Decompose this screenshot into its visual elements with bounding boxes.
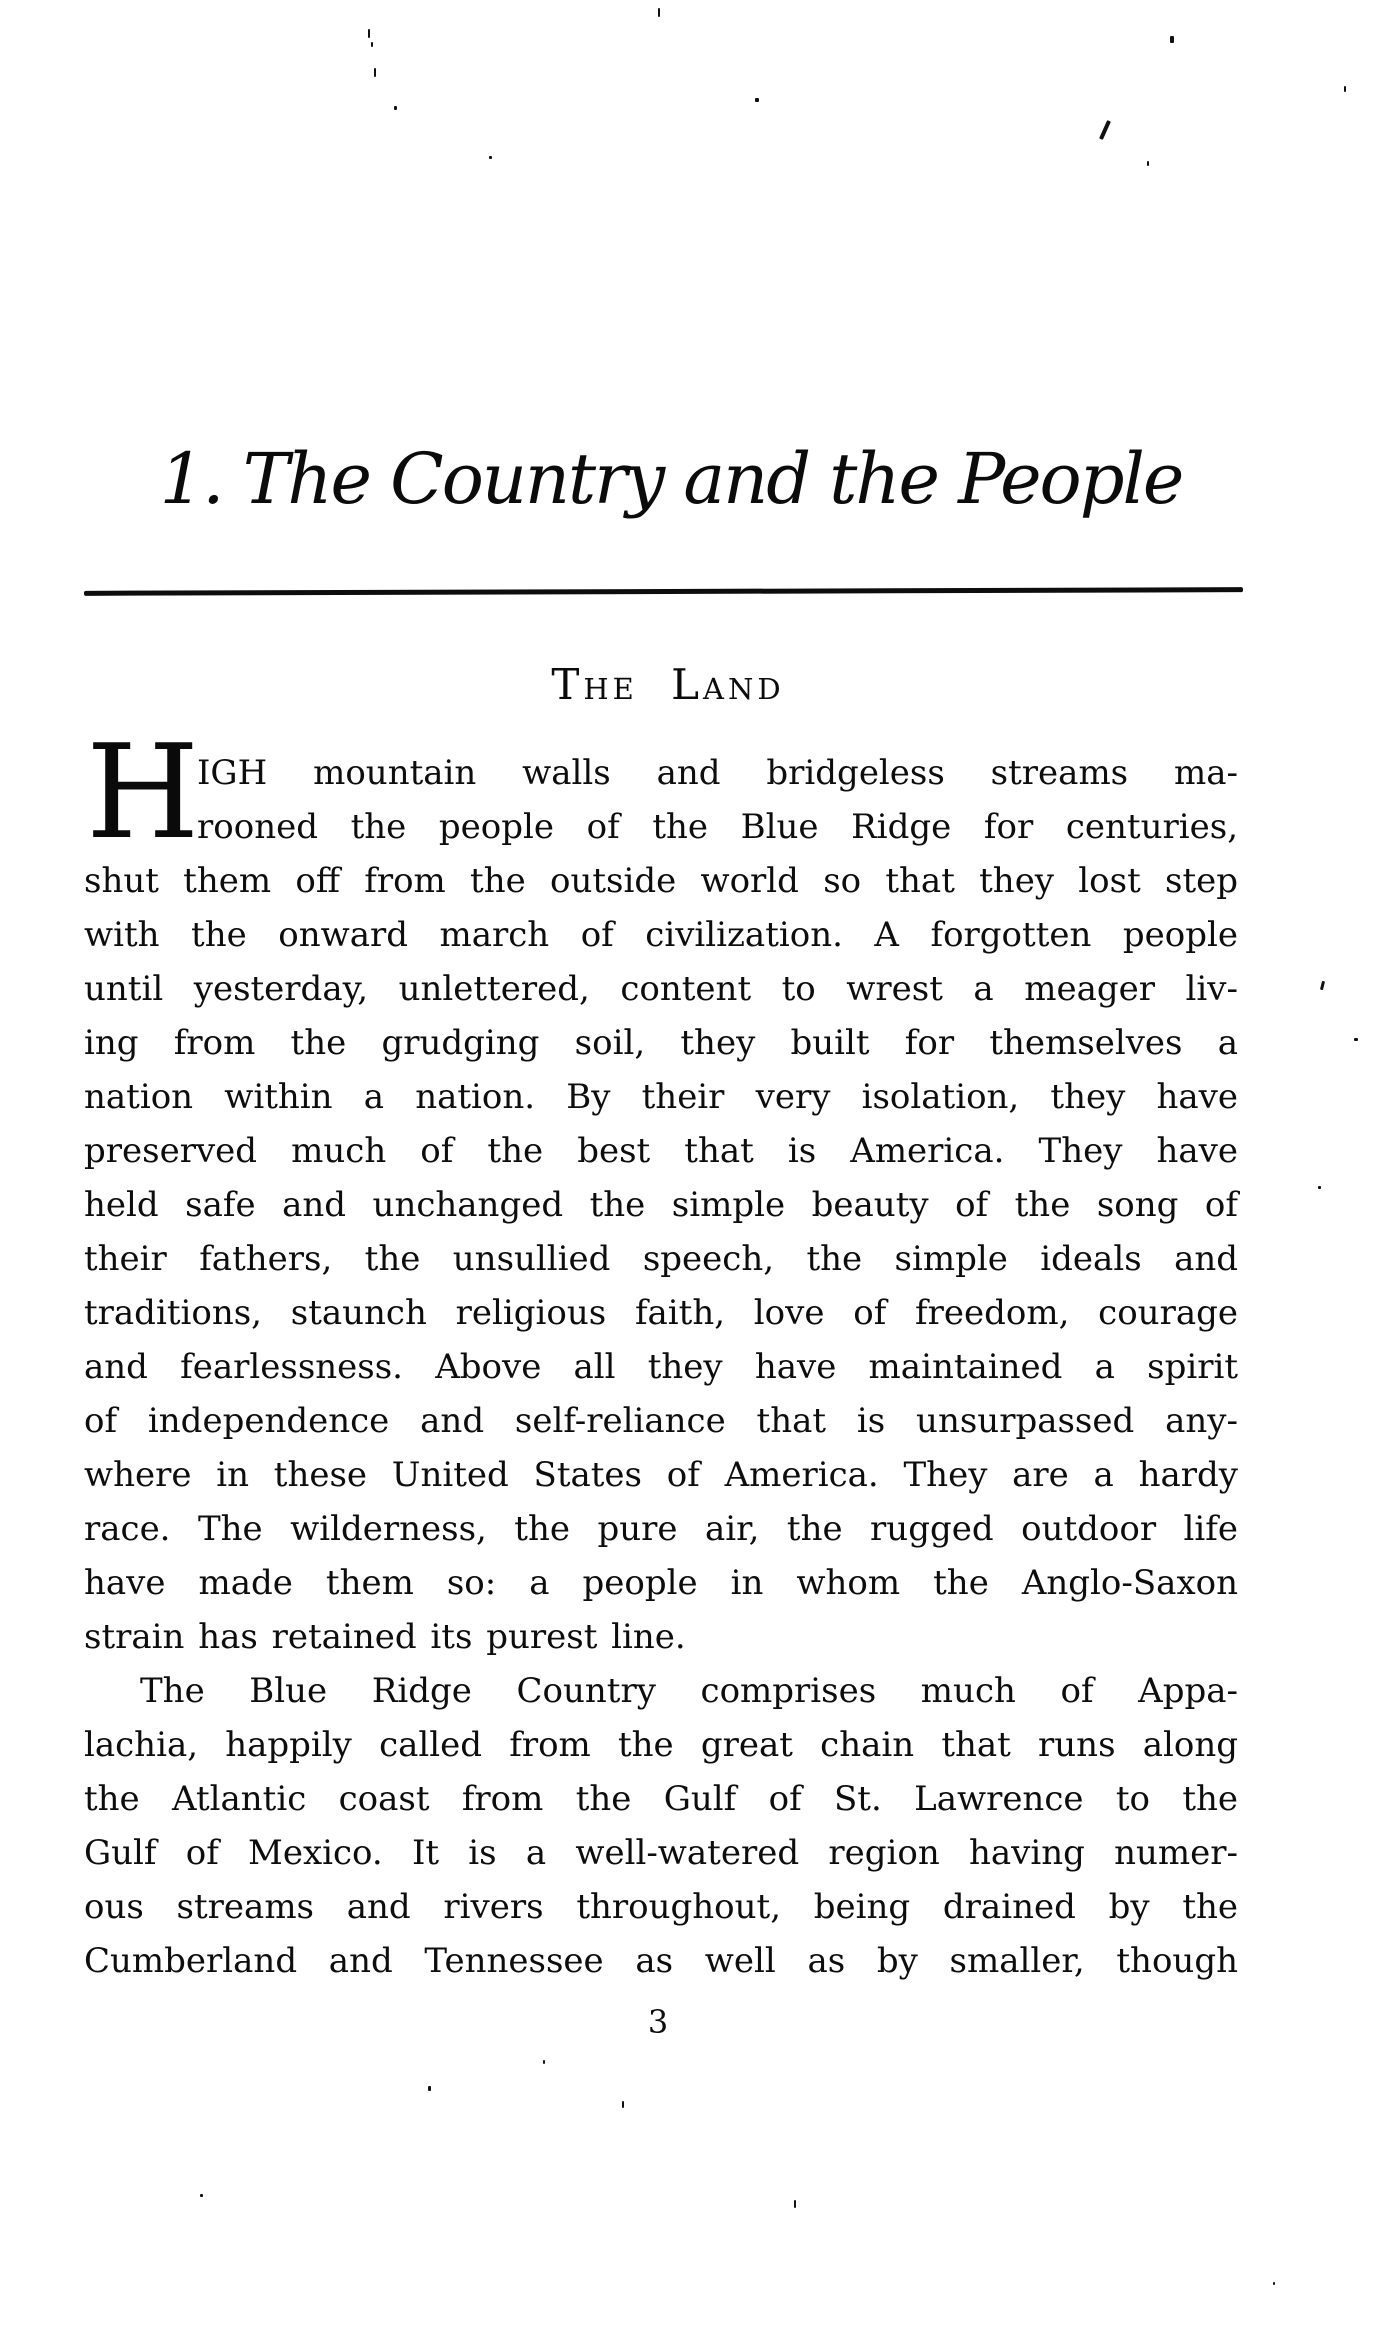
scan-speck <box>543 2060 545 2064</box>
paragraph1-line: until yesterday, unlettered, content to wrest a meager liv- <box>84 969 1238 1009</box>
scan-speck <box>622 2101 624 2108</box>
scan-speck <box>794 2200 796 2208</box>
scan-speck <box>200 2194 203 2197</box>
paragraph1-line: with the onward march of civilization. A forgotten people <box>84 915 1238 955</box>
paragraph1-line: race. The wilderness, the pure air, the rugged outdoor life <box>84 1509 1238 1549</box>
scan-speck <box>1344 86 1346 92</box>
scan-speck <box>1354 1038 1358 1041</box>
paragraph1-line: and fearlessness. Above all they have maintained a spirit <box>84 1347 1238 1387</box>
paragraph2-line: The Blue Ridge Country comprises much of Appa- <box>140 1671 1238 1711</box>
paragraph2-line: lachia, happily called from the great chain that runs along <box>84 1725 1238 1765</box>
scan-speck <box>658 8 660 17</box>
scan-speck <box>1320 981 1325 990</box>
scan-speck <box>489 156 492 159</box>
scan-speck <box>1170 36 1174 43</box>
scan-speck <box>1318 1186 1321 1189</box>
scan-speck <box>428 2086 431 2091</box>
body-text <box>84 746 1238 1988</box>
paragraph1-line: shut them off from the outside world so that they lost step <box>84 861 1238 901</box>
drop-cap: H <box>86 716 200 868</box>
scan-speck <box>394 106 397 110</box>
paragraph1-line: have made them so: a people in whom the Anglo-Saxon <box>84 1563 1238 1603</box>
chapter-title: 1. The Country and the People <box>159 438 1183 520</box>
paragraph1-line: preserved much of the best that is America. They have <box>84 1131 1238 1171</box>
paragraph1-line: their fathers, the unsullied speech, the simple ideals and <box>84 1239 1238 1279</box>
paragraph1-line: nation within a nation. By their very isolation, they have <box>84 1077 1238 1117</box>
title-rule <box>84 587 1243 596</box>
paragraph1-line: held safe and unchanged the simple beauty of the song of <box>84 1185 1238 1225</box>
paragraph1-line: traditions, staunch religious faith, love of freedom, courage <box>84 1293 1238 1333</box>
paragraph2-line: ous streams and rivers throughout, being drained by the <box>84 1887 1238 1927</box>
scan-speck <box>374 68 376 77</box>
scan-speck <box>1147 161 1149 166</box>
paragraph2-line: Gulf of Mexico. It is a well-watered region having numer- <box>84 1833 1238 1873</box>
scan-speck <box>1099 120 1111 140</box>
section-heading: The Land <box>551 660 785 709</box>
scan-speck <box>755 98 759 102</box>
scan-speck <box>1273 2282 1275 2285</box>
paragraph1-line: strain has retained its purest line. <box>84 1617 686 1657</box>
paragraph2-line: the Atlantic coast from the Gulf of St. Lawrence to the <box>84 1779 1238 1819</box>
paragraph1-line: IGH mountain walls and bridgeless streams ma- <box>197 753 1238 793</box>
paragraph1-line: ing from the grudging soil, they built for themselves a <box>84 1023 1238 1063</box>
paragraph1-line: where in these United States of America. They are a hardy <box>84 1455 1238 1495</box>
paragraph1-line: rooned the people of the Blue Ridge for centuries, <box>197 807 1238 847</box>
paragraph1-line: of independence and self-reliance that is unsurpassed any- <box>84 1401 1238 1441</box>
page-number: 3 <box>647 2003 669 2041</box>
scan-speck <box>368 29 370 38</box>
scan-speck <box>371 42 373 47</box>
paragraph2-line: Cumberland and Tennessee as well as by smaller, though <box>84 1941 1238 1981</box>
